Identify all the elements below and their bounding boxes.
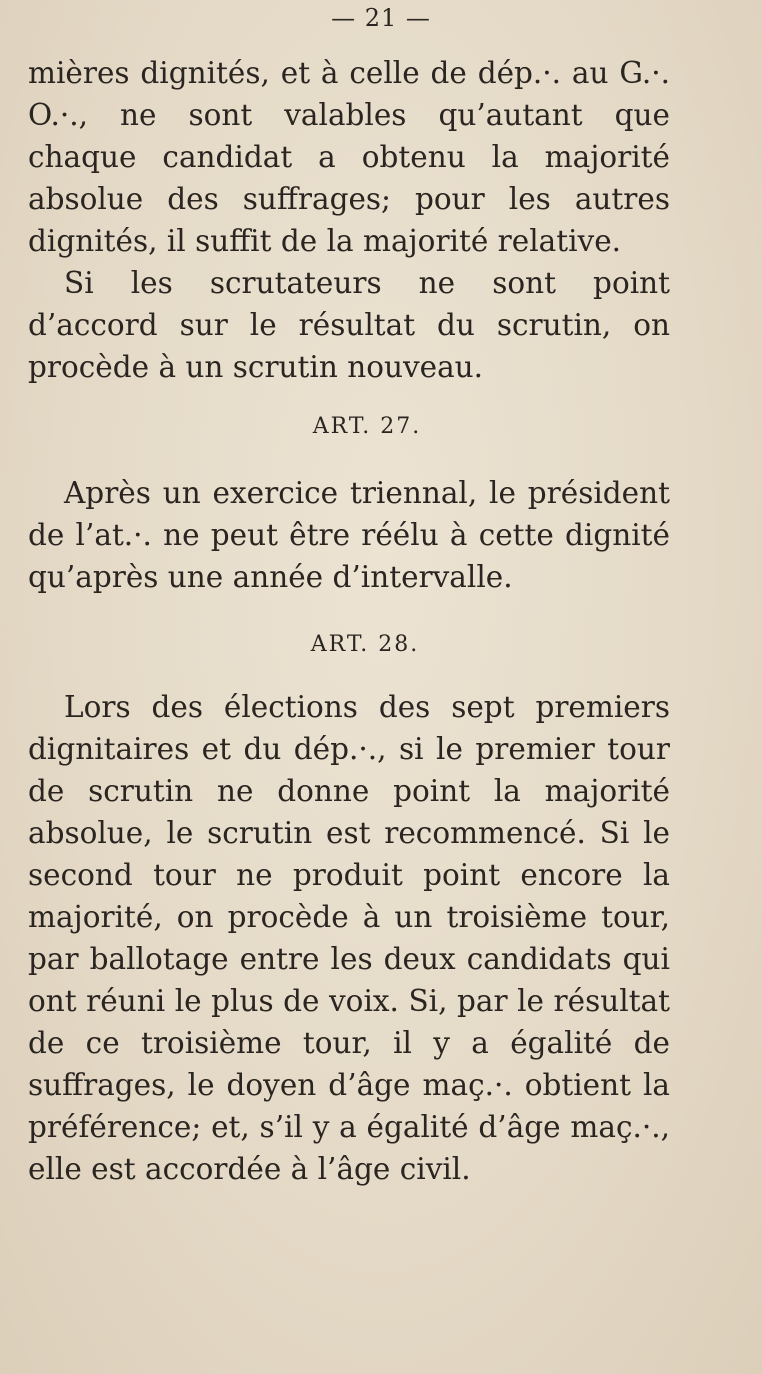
article-28-heading: ART. 28. bbox=[310, 632, 420, 657]
paragraph-scrutateurs: Si les scrutateurs ne sont point d’accord sur le résultat du scrutin, on procède à un scrutin nouveau. bbox=[28, 266, 670, 384]
article-27-heading: ART. 27. bbox=[312, 414, 422, 439]
paragraph-continuation: mières dignités, et à celle de dép.·. au G.·. O.·., ne sont valables qu’autant que chaque candidat a obtenu la majorité absolue des suffrages; pour les autres dignités, il suffit de la majorité relative. bbox=[28, 56, 670, 258]
page-number: — 21 — bbox=[331, 4, 431, 32]
article-28-body bbox=[28, 686, 670, 1190]
article-27-body bbox=[28, 472, 670, 598]
article-27-text: Après un exercice triennal, le président de l’at.·. ne peut être réélu à cette dignité qu’après une année d’intervalle. bbox=[28, 476, 670, 594]
text-block-top bbox=[28, 52, 670, 388]
article-28-text: Lors des élections des sept premiers dignitaires et du dép.·., si le premier tour de scrutin ne donne point la majorité absolue, le scrutin est recommencé. Si le second tour ne produit point encore la majorité, on procède à un troisième tour, par ballotage entre les deux candidats qui ont réuni le plus de voix. Si, par le résultat de ce troisième tour, il y a égalité de suffrages, le doyen d’âge maç.·. obtient la préférence; et, s’il y a égalité d’âge maç.·., elle est accordée à l’âge civil. bbox=[28, 690, 670, 1186]
